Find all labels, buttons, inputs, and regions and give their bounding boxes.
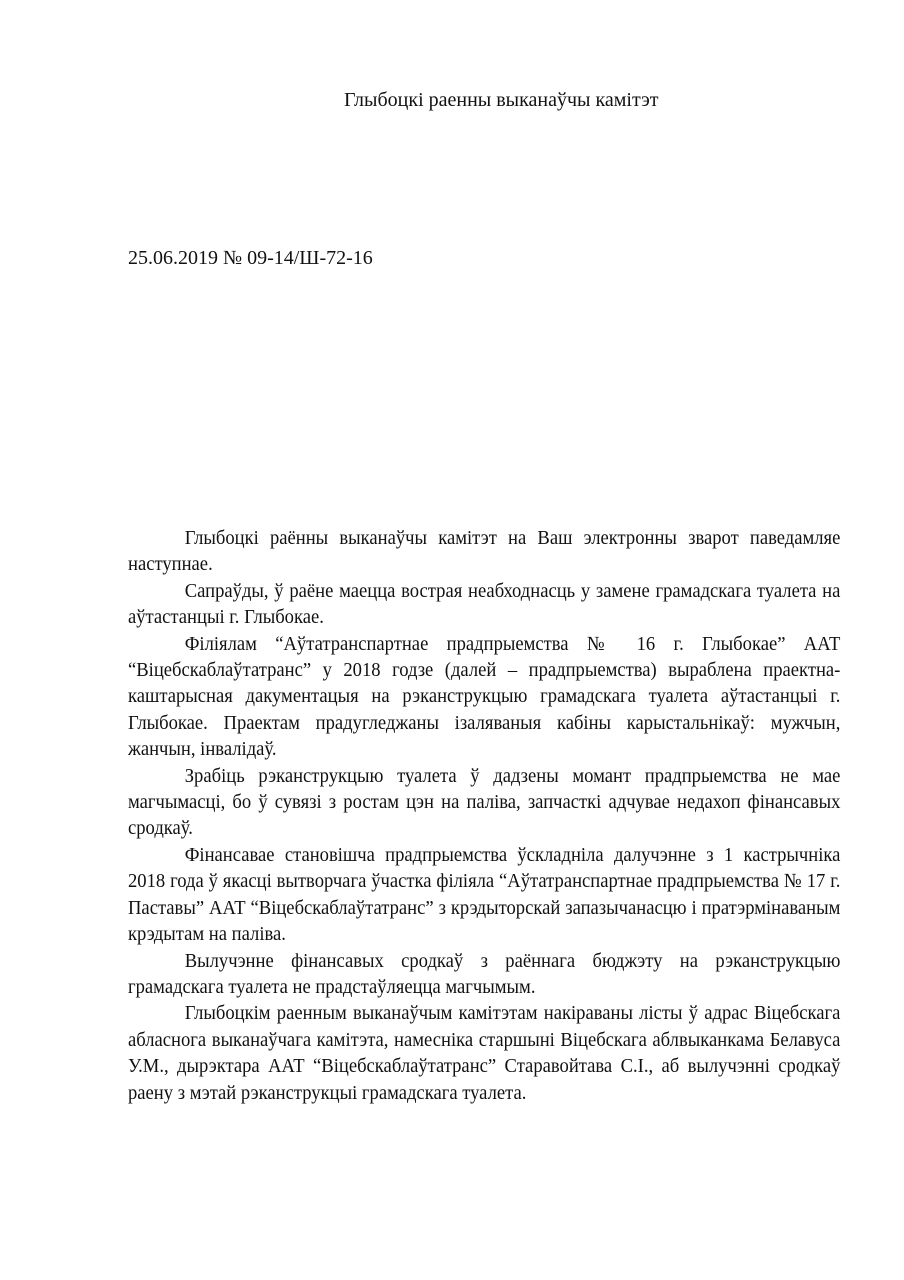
organization-header: Глыбоцкі раенны выканаўчы камітэт bbox=[344, 89, 659, 111]
paragraph-project: Філіялам “Аўтатранспартнае прадпрыемства № 16 г. Глыбокае” ААТ “Віцебскаблаўтатранс” у 2018 годзе (далей – прадпрыемства) выраблена праектна-каштарысная дакументацыя на рэканструкцыю грамадскага туалета аўтастанцыі г. Глыбокае. Праектам прадугледжаны ізаляваныя кабіны карыстальнікаў: мужчын, жанчын, інвалідаў. bbox=[128, 632, 841, 761]
paragraph-need: Сапраўды, ў раёне маецца вострая неабходнасць у замене грамадскага туалета на аўтастанцыі г. Глыбокае. bbox=[128, 579, 841, 629]
paragraph-letters-sent: Глыбоцкім раенным выканаўчым камітэтам накіраваны лісты ў адрас Віцебскага абласнога выканаўчага камітэта, намесніка старшыні Віцебскага аблвыканкама Белавуса У.М., дырэктара ААТ “Віцебскаблаўтатранс” Старавойтава С.І., аб вылучэнні сродкаў раену з мэтай рэканструкцыі грамадскага туалета. bbox=[128, 1002, 841, 1104]
paragraph-no-funds: Зрабіць рэканструкцыю туалета ў дадзены момант прадпрыемства не мае магчымасці, бо ў сувязі з ростам цэн на паліва, запчасткі адчувае недахоп фінансавых сродкаў. bbox=[128, 764, 841, 840]
paragraph-budget: Вылучэнне фінансавых сродкаў з раённага бюджэту на рэканструкцыю грамадскага туалета не прадстаўляецца магчымым. bbox=[128, 949, 841, 998]
paragraph-intro: Глыбоцкі раённы выканаўчы камітэт на Ваш электронны зварот паведамляе наступнае. bbox=[128, 527, 841, 576]
paragraph-financial-state: Фінансавае становішча прадпрыемства ўскладніла далучэнне з 1 кастрычніка 2018 года ў якасці вытворчага ўчастка філіяла “Аўтатранспартнае прадпрыемства № 17 г. Паставы” ААТ “Віцебскаблаўтатранс” з крэдыторскай запазычанасцю і пратэрмінаваным крэдытам на паліва. bbox=[128, 843, 841, 946]
letter-body bbox=[128, 525, 841, 1106]
date-reference-number: 25.06.2019 № 09-14/Ш-72-16 bbox=[128, 247, 373, 269]
